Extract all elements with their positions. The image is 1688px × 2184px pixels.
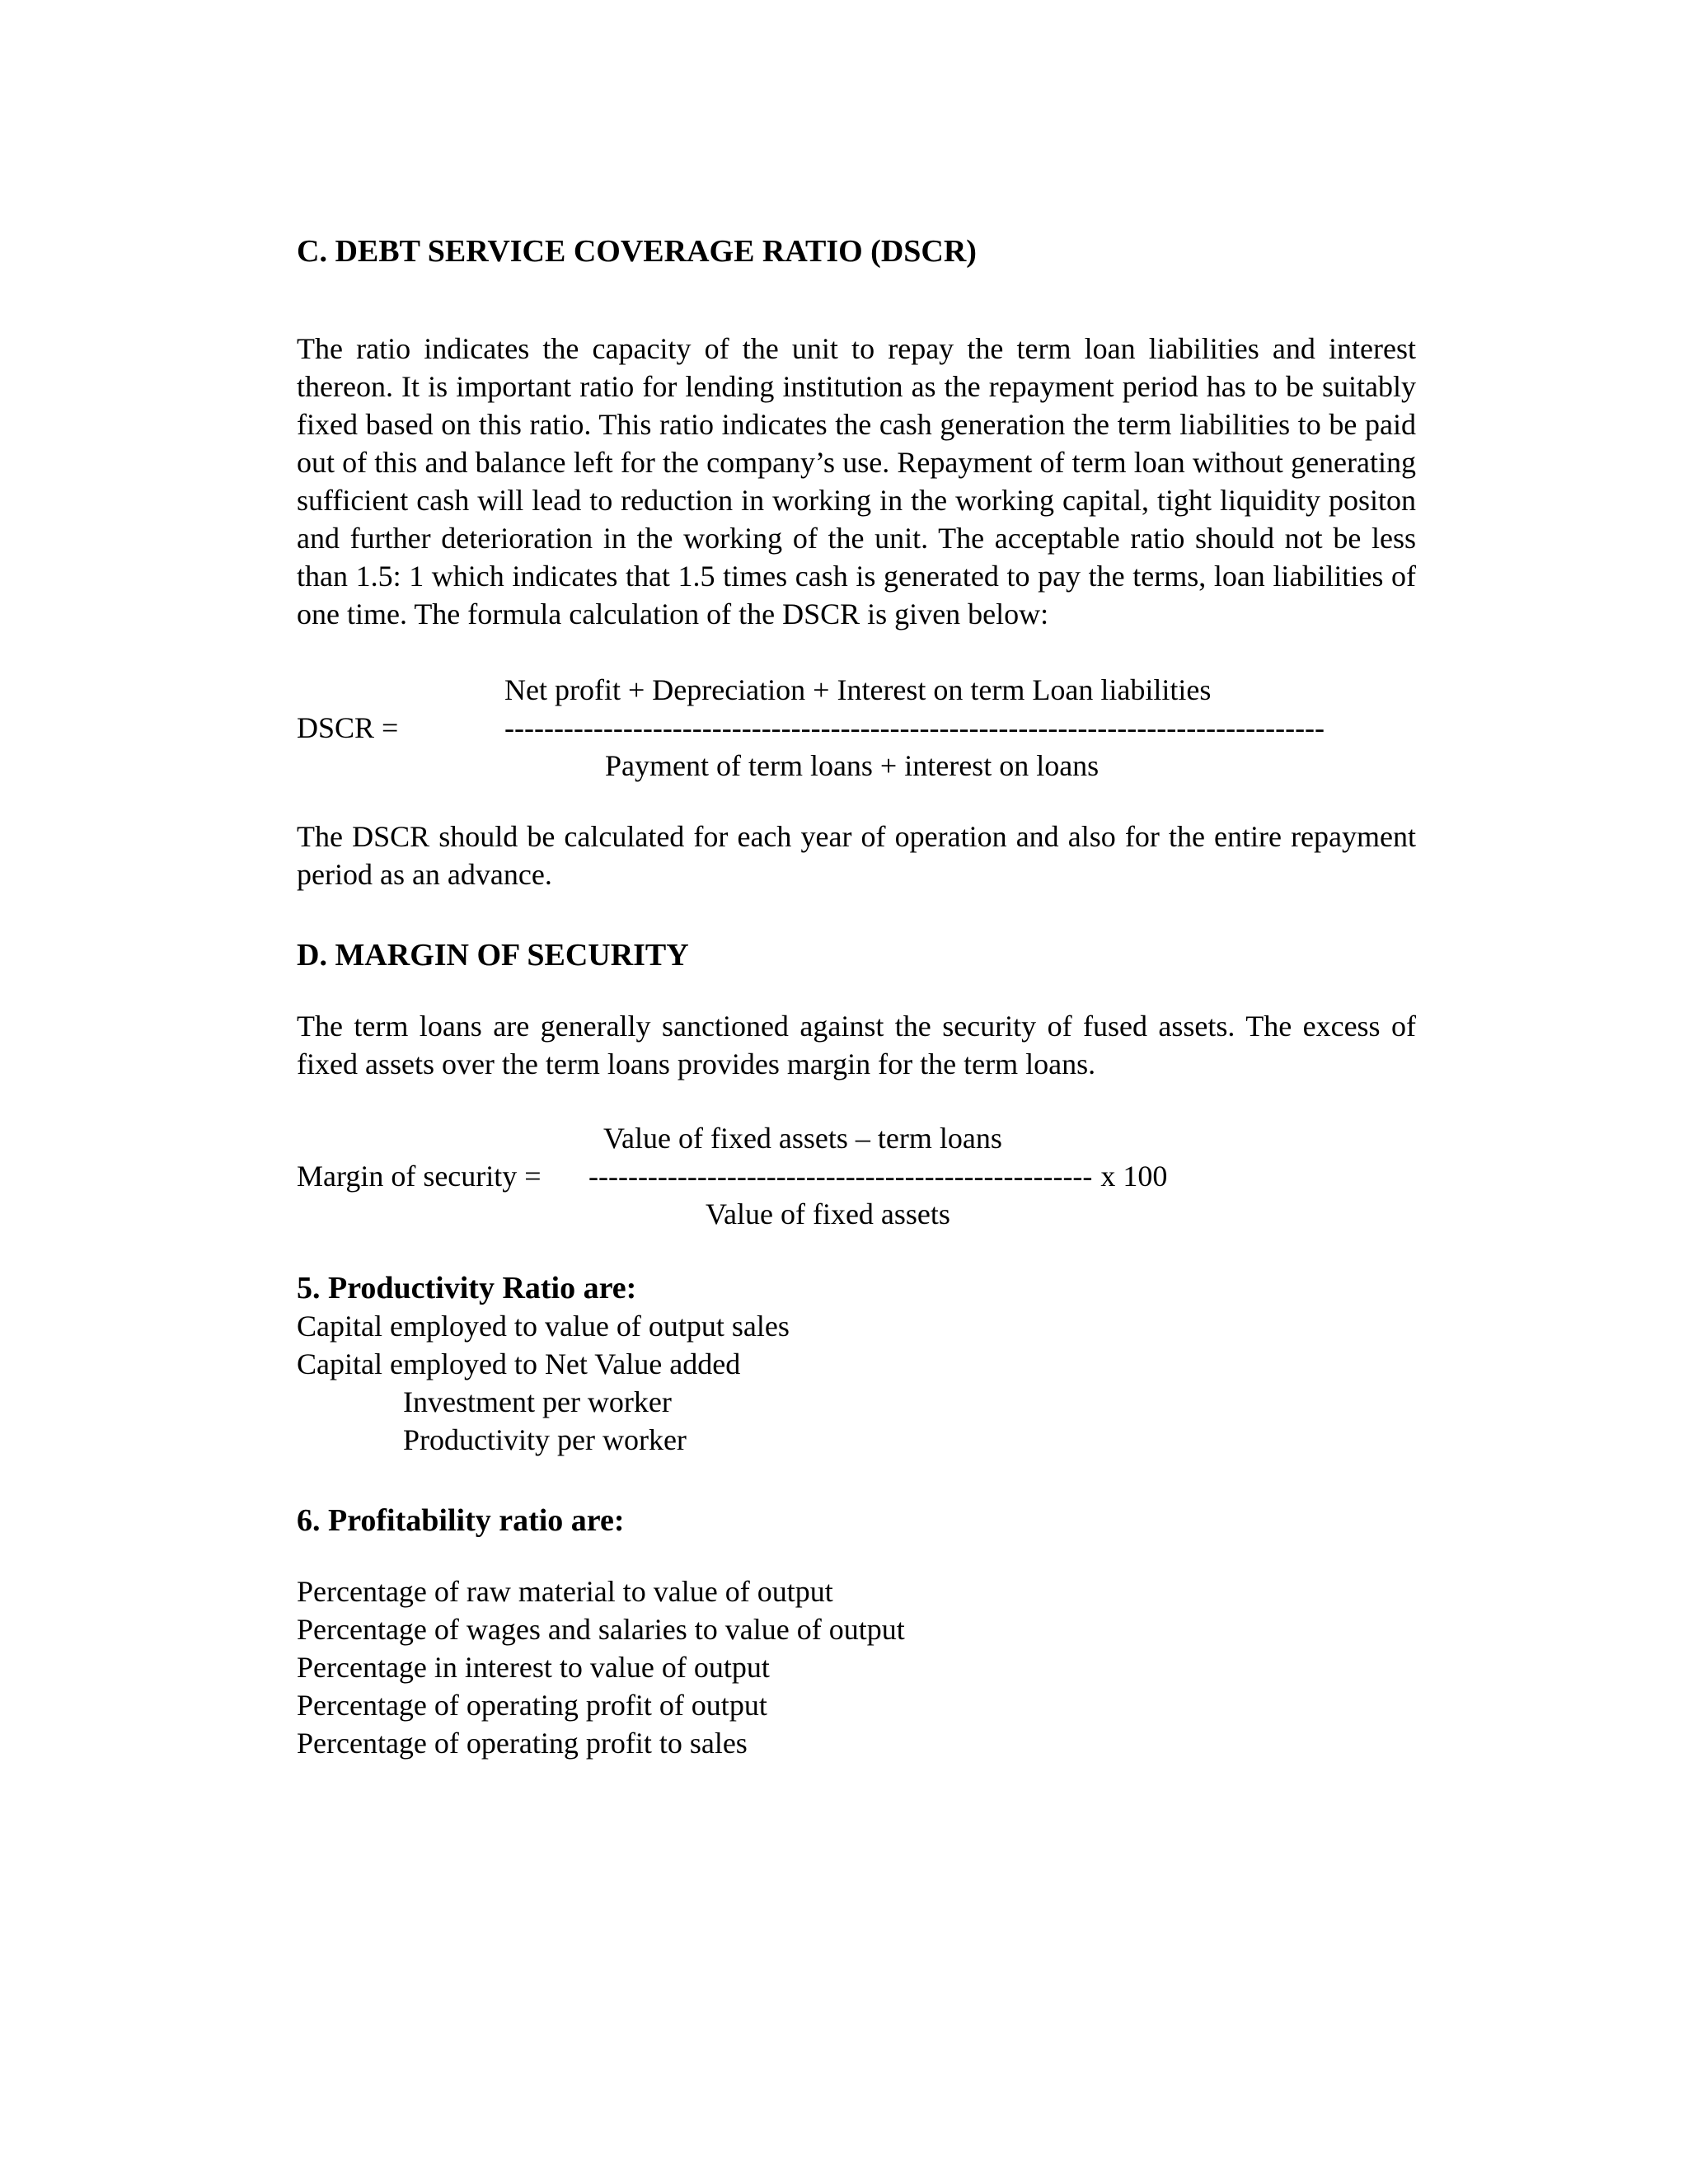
section-d-heading: D. MARGIN OF SECURITY (297, 938, 689, 972)
profitability-item: Percentage of operating profit of output (297, 1689, 767, 1722)
margin-security-formula (297, 1119, 1416, 1233)
productivity-item: Capital employed to value of output sales (297, 1310, 790, 1343)
dscr-formula (297, 671, 1416, 785)
margin-formula-multiplier: x 100 (1100, 1160, 1168, 1193)
productivity-item: Capital employed to Net Value added (297, 1347, 741, 1380)
dscr-formula-label: DSCR = (297, 711, 399, 744)
section-6-heading: 6. Profitability ratio are: (297, 1503, 625, 1538)
profitability-item: Percentage in interest to value of output (297, 1651, 770, 1684)
profitability-item: Percentage of operating profit to sales (297, 1727, 748, 1760)
profitability-item: Percentage of wages and salaries to value of output (297, 1613, 905, 1646)
section-5-heading: 5. Productivity Ratio are: (297, 1271, 637, 1305)
profitability-item: Percentage of raw material to value of output (297, 1575, 833, 1608)
dscr-formula-divider: ----------------------------------------------------------------------------------- (504, 711, 1325, 744)
margin-formula-numerator: Value of fixed assets – term loans (603, 1122, 1002, 1155)
profitability-list (297, 1572, 1416, 1762)
dscr-formula-numerator: Net profit + Depreciation + Interest on term Loan liabilities (504, 673, 1212, 706)
dscr-formula-middle-line (297, 709, 1416, 747)
dscr-intro-paragraph: The ratio indicates the capacity of the unit to repay the term loan liabilities and interest thereon. It is important ratio for lending institution as the repayment period has to be suitably fixed based on this ratio. This ratio indicates the cash generation the term liabilities to be paid out of this and balance left for the company’s use. Repayment of term loan without generating sufficient cash will lead to reduction in working in the working capital, tight liquidity positon and further deterioration in the working of the unit. The acceptable ratio should not be less than 1.5: 1 which indicates that 1.5 times cash is generated to pay the terms, loan liabilities of one time. The formula calculation of the DSCR is given below: (297, 332, 1416, 630)
dscr-formula-denominator: Payment of term loans + interest on loans (605, 749, 1100, 782)
margin-formula-label: Margin of security = (297, 1160, 542, 1193)
margin-formula-middle-line (297, 1157, 1416, 1195)
margin-security-paragraph: The term loans are generally sanctioned against the security of fused assets. The excess of fixed assets over the term loans provides margin for the term loans. (297, 1010, 1416, 1080)
margin-formula-divider: --------------------------------------------------- (588, 1160, 1093, 1193)
productivity-item: Investment per worker (403, 1385, 672, 1418)
section-c-heading: C. DEBT SERVICE COVERAGE RATIO (DSCR) (297, 234, 977, 269)
margin-formula-denominator: Value of fixed assets (706, 1197, 950, 1230)
productivity-item: Productivity per worker (403, 1423, 687, 1456)
dscr-note-paragraph: The DSCR should be calculated for each year of operation and also for the entire repayment period as an advance. (297, 820, 1416, 891)
